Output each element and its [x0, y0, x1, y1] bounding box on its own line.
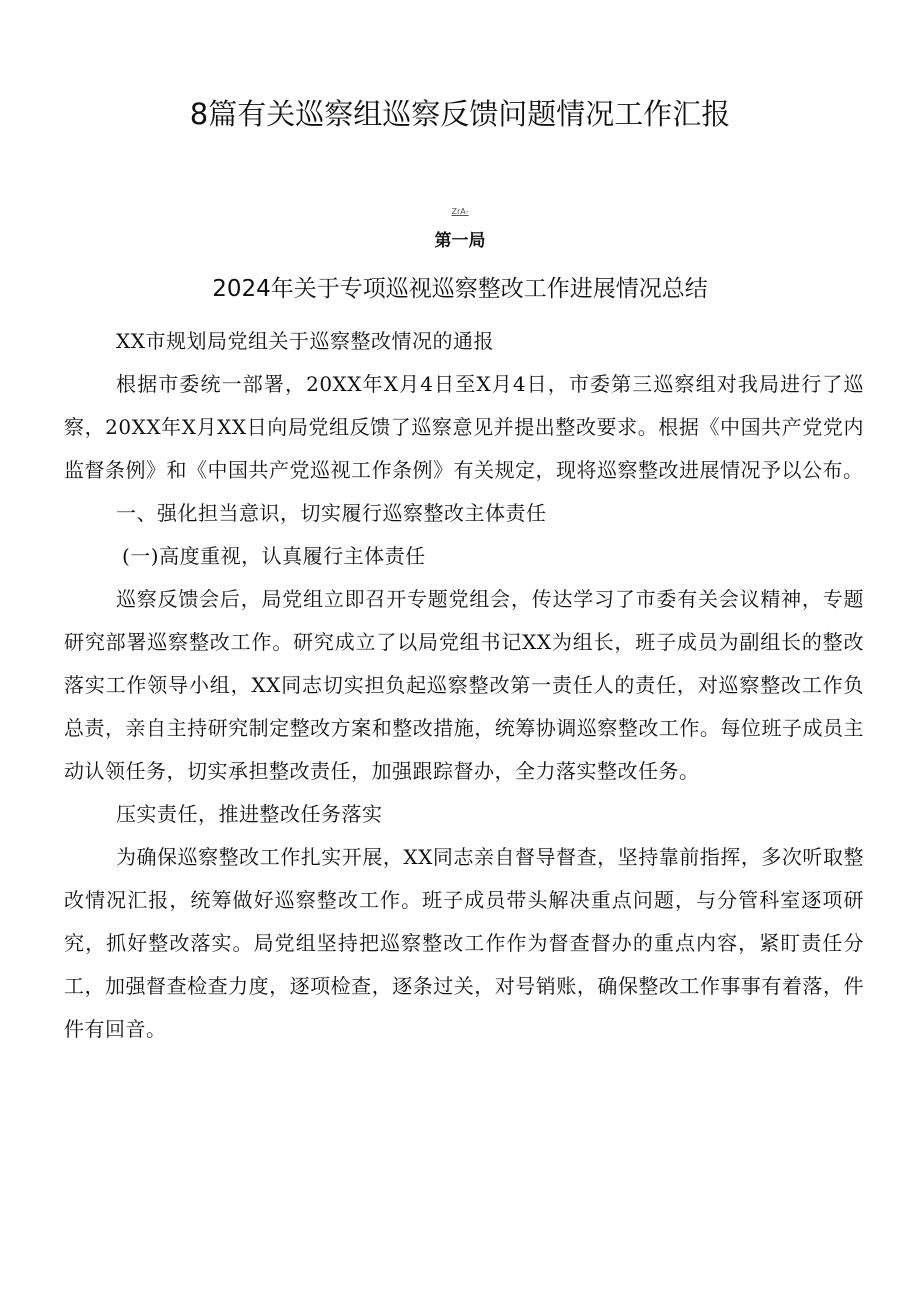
part-label: 第一局 [434, 231, 486, 251]
article-title: 2024年关于专项巡视巡察整改工作进展情况总结 [212, 276, 708, 302]
heading-section-one: 一、强化担当意识，切实履行巡察整改主体责任 [116, 501, 547, 525]
paragraph-leadership: 巡察反馈会后，局党组立即召开专题党组会，传达学习了市委有关会议精神，专题研究部署巡察整改工作。研究成立了以局党组书记XX为组长，班子成员为副组长的整改落实工作领导小组，XX同志切实担负起巡察整改第一责任人的责任，对巡察整改工作负总责，亲自主持研究制定整改方案和整改措施，统筹协调巡察整改工作。每位班子成员主动认领任务，切实承担整改责任，加强跟踪督办，全力落实整改任务。 [64, 587, 864, 783]
heading-subsection-one: (一)高度重视，认真履行主体责任 [122, 544, 426, 568]
small-mark-text: ZrA- [451, 207, 469, 216]
paragraph-background: 根据市委统一部署，20XX年X月4日至X月4日，市委第三巡察组对我局进行了巡察，20XX年X月XX日向局党组反馈了巡察意见并提出整改要求。根据《中国共产党党内监督条例》和《中国共产党巡视工作条例》有关规定，现将巡察整改进展情况予以公布。 [64, 372, 864, 482]
body-section [64, 320, 864, 1051]
heading-subsection-two: 压实责任，推进整改任务落实 [116, 802, 383, 826]
paragraph-notice-title: XX市规划局党组关于巡察整改情况的通报 [116, 329, 494, 353]
paragraph-implementation: 为确保巡察整改工作扎实开展，XX同志亲自督导督查，坚持靠前指挥，多次听取整改情况汇报，统筹做好巡察整改工作。班子成员带头解决重点问题，与分管科室逐项研究，抓好整改落实。局党组坚持把巡察整改工作作为督查督办的重点内容，紧盯责任分工，加强督查检查力度，逐项检查，逐条过关，对号销账，确保整改工作事事有着落，件件有回音。 [64, 845, 864, 1041]
document-main-title: 8篇有关巡察组巡察反馈问题情况工作汇报 [189, 97, 731, 131]
